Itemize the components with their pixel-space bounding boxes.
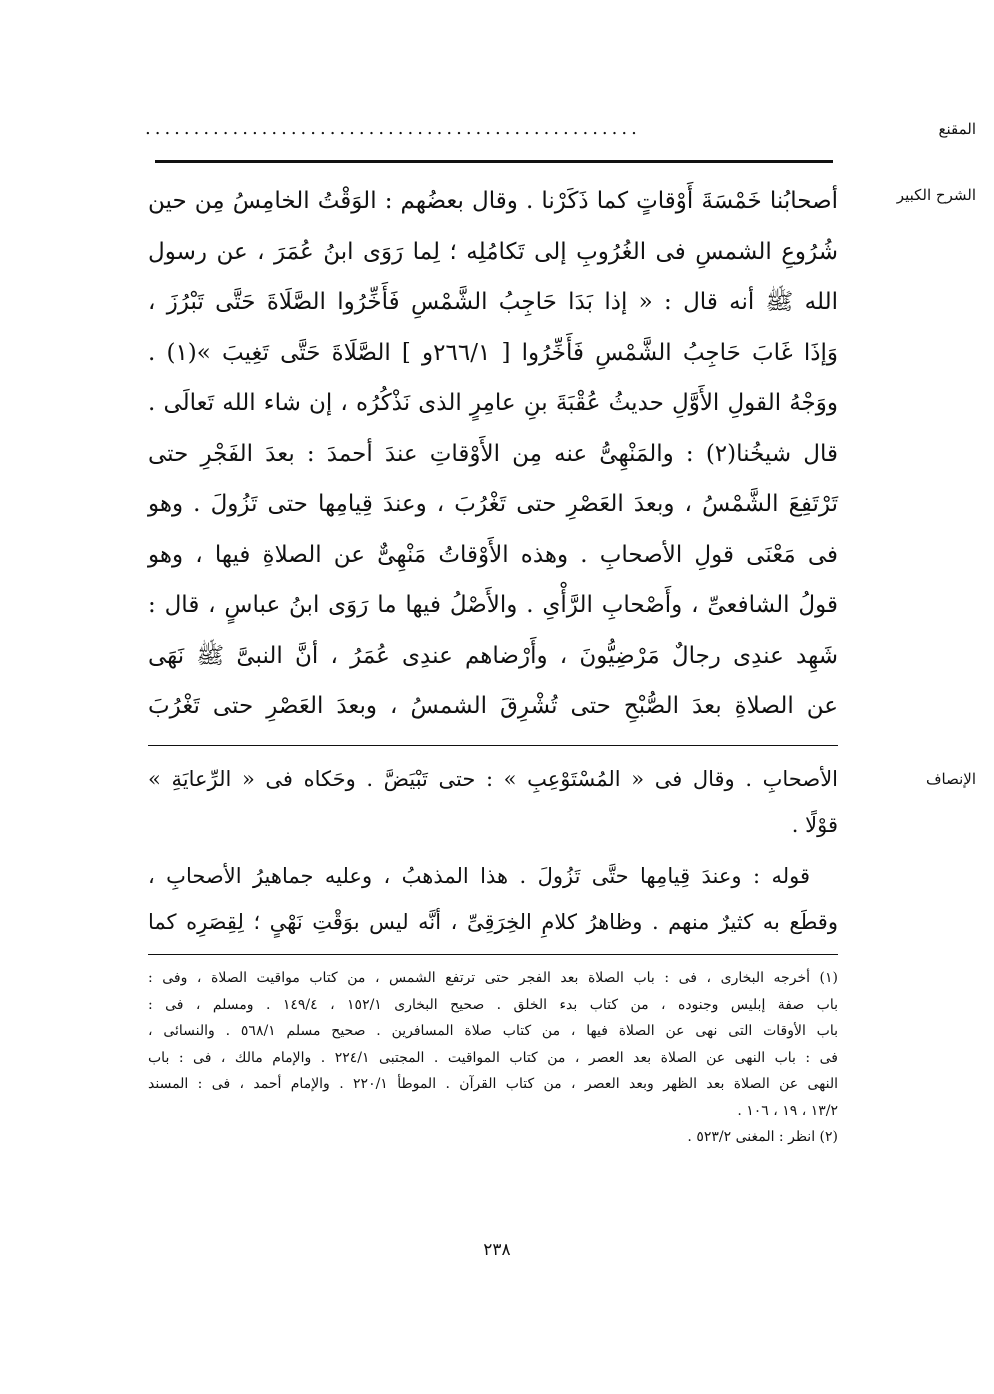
insaf-section-label: الإنصاف [925,770,976,788]
section-separator [148,745,838,746]
sharh-line: الله ﷺ أنه قال : « إذا بَدَا حَاجِبُ الشَّمْسِ فَأَخِّرُوا الصَّلَاةَ حَتَّى تَبْرُزَ ، [148,289,838,315]
running-header-title: المقنع [938,120,976,138]
insaf-line: وقطَع به كثيرٌ منهم . وظاهرُ كلامِ الخِرَقِىِّ ، أنَّه ليس بوَقْتِ نَهْىٍ ؛ لِقِصَرِه كما [148,910,838,934]
footnote-line: (١) أخرجه البخارى ، فى : باب الصلاة بعد الفجر حتى ترتفع الشمس ، من كتاب مواقيت الصلاة ، وفى : [148,970,838,986]
insaf-text-block [148,756,838,848]
sharh-line: وَإذَا غَابَ حَاجِبُ الشَّمْسِ فَأَخِّرُوا [ ٢٦٦/١و ] الصَّلَاةَ حَتَّى تَغِيبَ »(١) . [148,339,838,366]
footnote-line: النهى عن الصلاة بعد الظهر وبعد العصر ، من كتاب القرآن . الموطأ ٢٢٠/١ . والإمام أحمد ، فى : المسند [148,1076,838,1092]
sharh-line: أصحابُنا خَمْسَةَ أَوْقاتٍ كما ذَكَرْنا . وقال بعضُهم : الوَقْتُ الخامِسُ مِن حين [148,188,838,214]
footnote-line: (٢) انظر : المغنى ٥٢٣/٢ . [687,1129,838,1145]
insaf-line: قوْلًا . [791,813,838,837]
footnote-line: ١٣/٢ ، ١٩ ، ١٠٦ . [737,1102,838,1119]
sharh-text-block [148,176,838,732]
sharh-line: قولُ الشافعىِّ ، وأَصْحابِ الرَّأْىِ . والأَصْلُ فيها ما رَوَى ابنُ عباسٍ ، قال : [148,592,838,618]
sharh-line: تَرْتَفِعَ الشَّمْسُ ، وبعدَ العَصْرِ حتى تَغْرُبَ ، وعندَ قِيامِها حتى تَزُولَ . وهو [148,491,838,517]
sharh-line: شُرُوعِ الشمسِ فى الغُرُوبِ إلى تَكامُلِه ؛ لِما رَوَى ابنُ عُمَرَ ، عن رسول [148,238,838,265]
sharh-line: شَهِد عندِى رجالٌ مَرْضِيُّونَ ، وأَرْضاهم عندِى عُمَرُ ، أنَّ النبىَّ ﷺ نَهَى [148,642,838,669]
footnotes-block [148,965,838,1151]
sharh-line: قال شيخُنا(٢) : والمَنْهِىُّ عنه مِن الأَوْقاتِ عندَ أحمدَ : بعدَ الفَجْرِ حتى [148,440,838,467]
insaf-line: قوله : وعندَ قِيامِها حتَّى تَزُولَ . هذا المذهبُ ، وعليه جماهيرُ الأصحابِ ، [148,864,810,888]
sharh-line: فى مَعْنَى قولِ الأصحابِ . وهذه الأَوْقاتُ مَنْهِىٌّ عن الصلاةِ فيها ، وهو [148,541,838,568]
footnote-line: باب الأوقات التى نهى عن الصلاة فيها ، من كتاب صلاة المسافرين . صحيح مسلم ٥٦٨/١ . والنسائى ، [148,1023,839,1039]
header-rule [155,160,833,163]
page-number: ٢٣٨ [483,1240,511,1260]
insaf-line: الأصحابِ . وقال فى « المُسْتَوْعِبِ » : حتى تَبْيَضَّ . وحَكاه فى « الرِّعايَةِ » [148,767,838,791]
footnote-rule [148,954,838,955]
sharh-section-label: الشرح الكبير [896,186,976,204]
insaf-paragraph-2 [148,853,838,945]
sharh-line: عن الصلاةِ بعدَ الصُّبْحِ حتى تُشْرِقَ الشمسُ ، وبعدَ العَصْرِ حتى تَغْرُبَ [148,693,838,719]
header-dot-leader: ................................................... [145,118,641,139]
footnote-line: باب صفة إبليس وجنوده ، من كتاب بدء الخلق . صحيح البخارى ١٥٢/١ ، ١٤٩/٤ . ومسلم ، فى : [148,996,839,1013]
footnote-line: فى : باب النهى عن الصلاة بعد العصر ، من كتاب المواقيت . المجتبى ٢٢٤/١ . والإمام مالك ، فى : باب [148,1049,838,1066]
sharh-line: ووَجْهُ القولِ الأَوَّلِ حديثُ عُقْبَةَ بنِ عامِرٍ الذى نَذْكُرُه ، إن شاء الله تَعالَى . [148,390,838,416]
